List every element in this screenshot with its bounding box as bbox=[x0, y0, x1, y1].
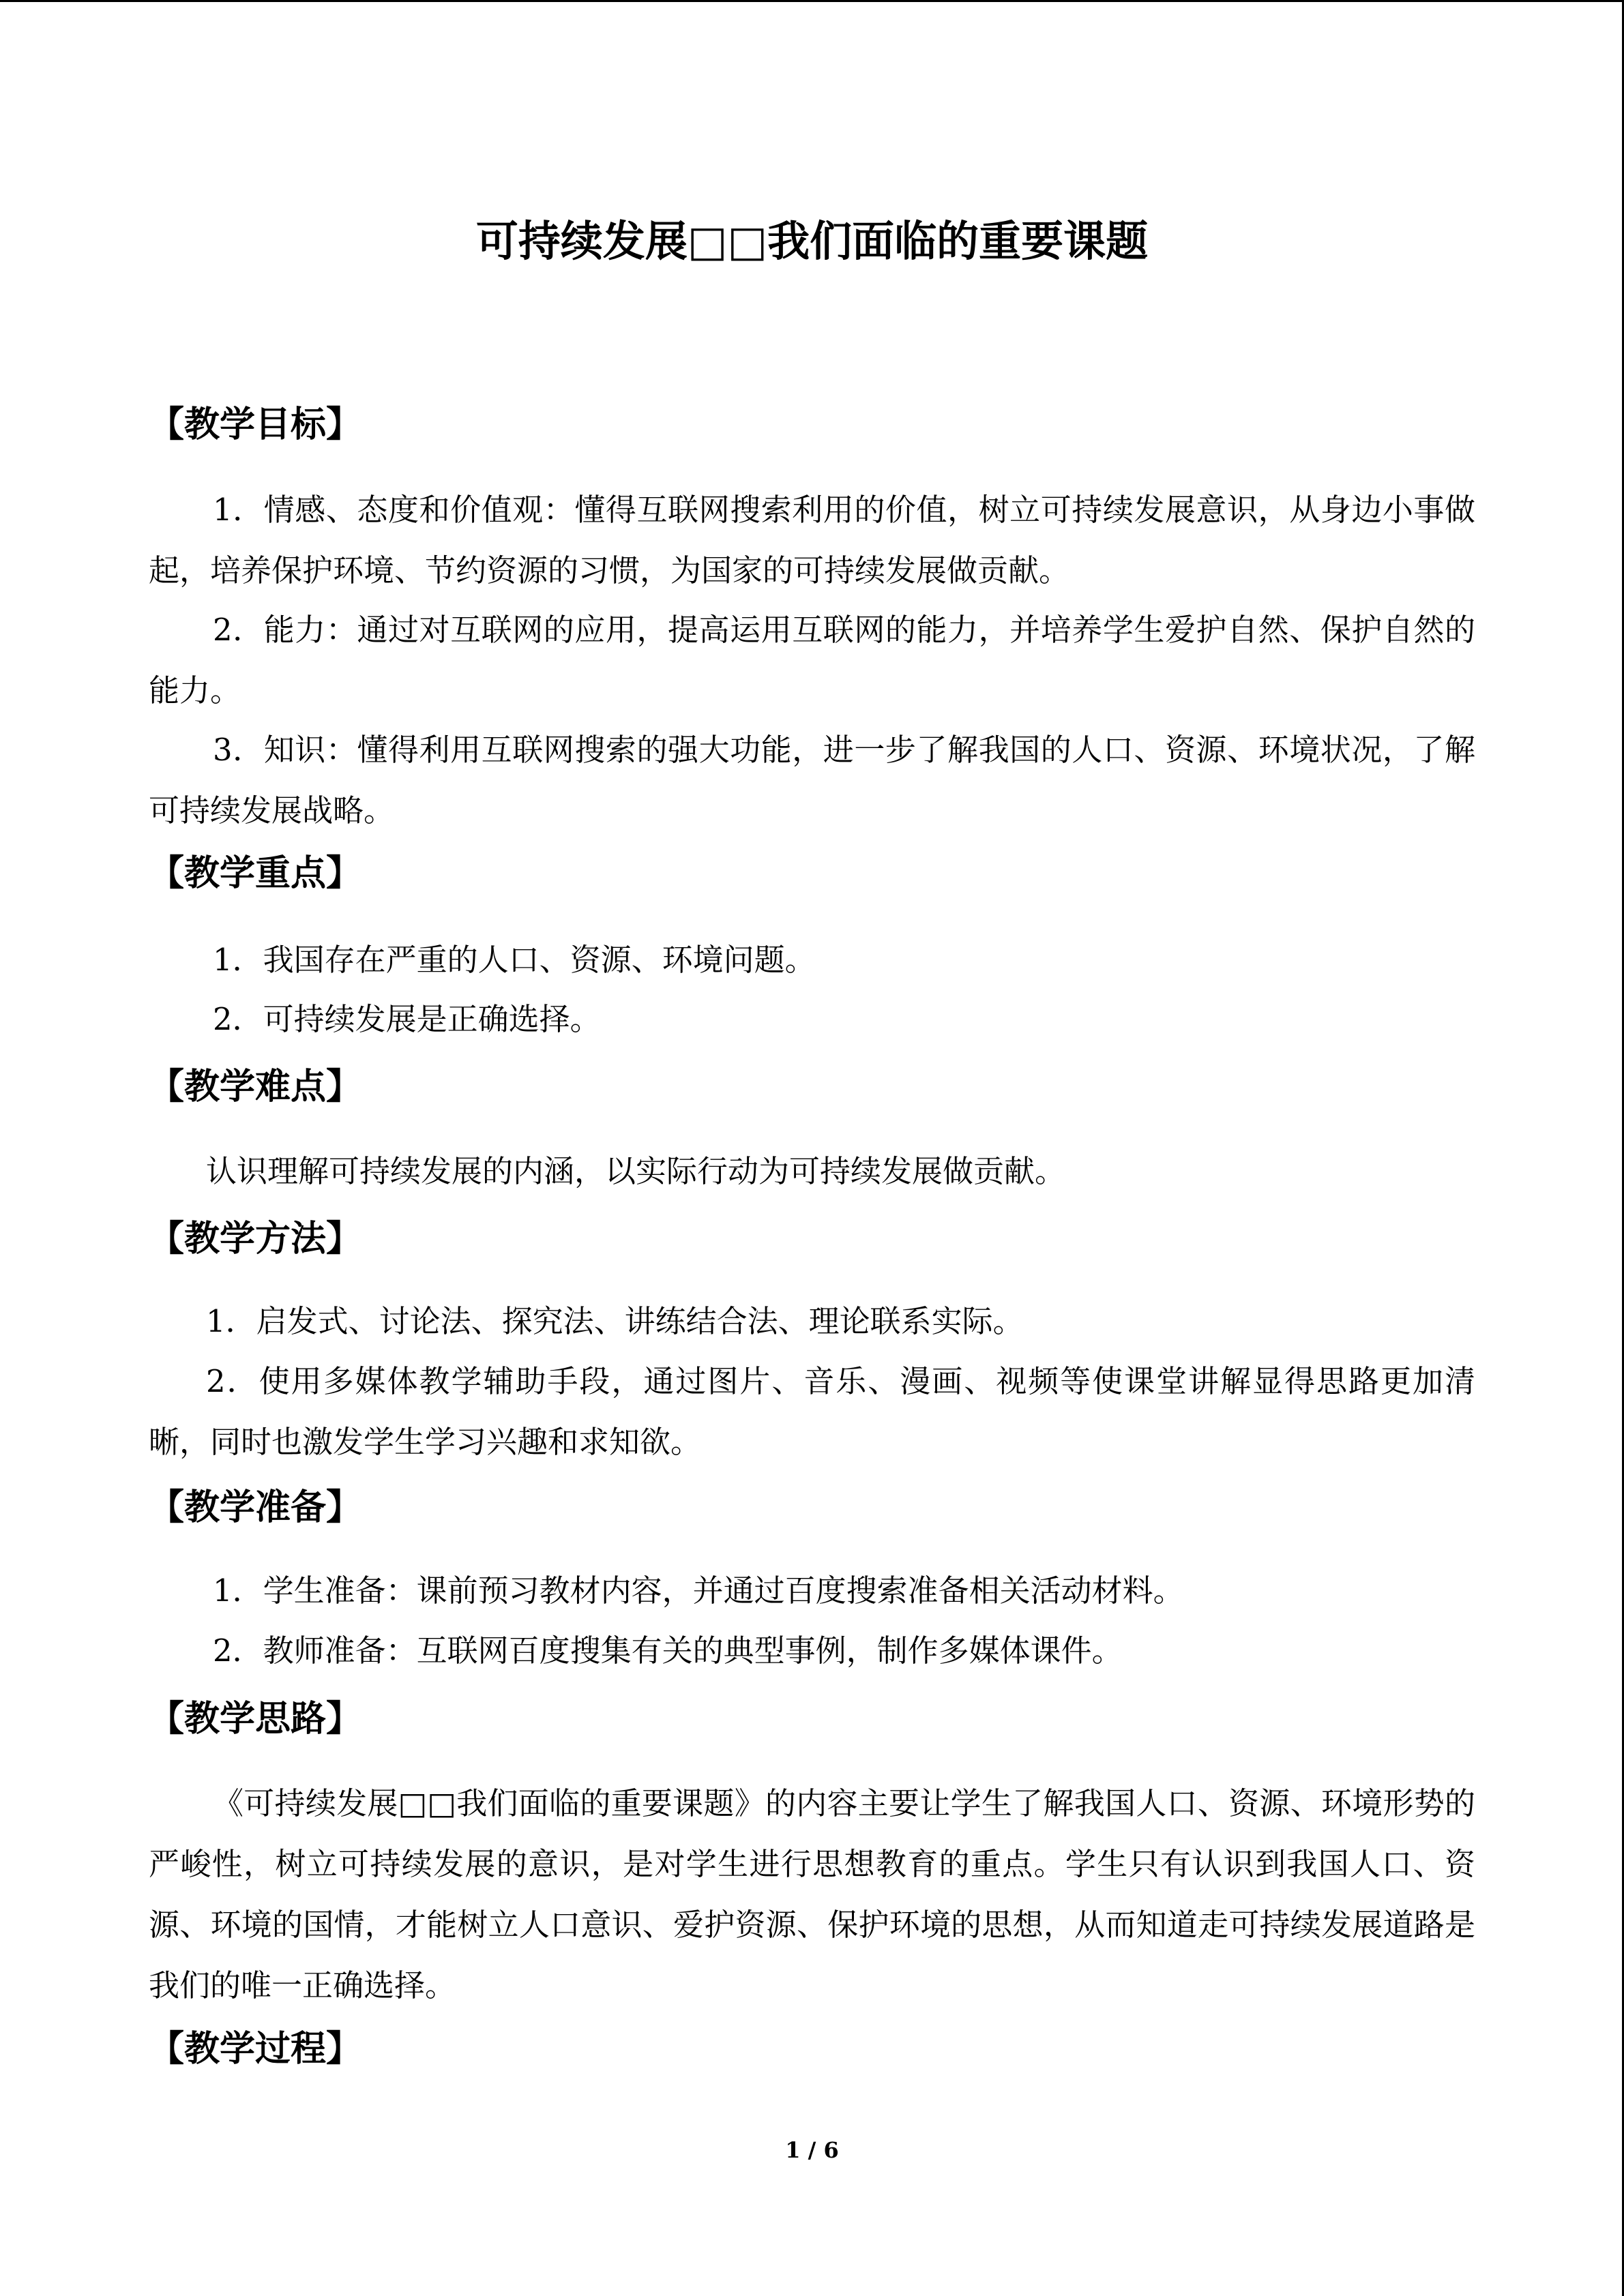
section-heading-process: 【教学过程】 bbox=[149, 2029, 362, 2070]
difficulty-paragraph-1: 认识理解可持续发展的内涵，以实际行动为可持续发展做贡献。 bbox=[206, 1153, 1066, 1189]
preparation-paragraph-1: 1．学生准备：课前预习教材内容，并通过百度搜索准备相关活动材料。 bbox=[213, 1572, 1184, 1609]
preparation-paragraph-2: 2．教师准备：互联网百度搜集有关的典型事例，制作多媒体课件。 bbox=[213, 1632, 1123, 1669]
section-heading-teaching-objectives: 【教学目标】 bbox=[149, 404, 362, 445]
method-paragraph-2: 2．使用多媒体教学辅助手段，通过图片、音乐、漫画、视频等使课堂讲解显得思路更加清晰，同时也激发学生学习兴趣和求知欲。 bbox=[149, 1363, 1475, 1460]
section-heading-approach: 【教学思路】 bbox=[149, 1699, 362, 1740]
page-number: 1 / 6 bbox=[785, 2137, 839, 2163]
section-heading-preparation: 【教学准备】 bbox=[149, 1487, 362, 1528]
approach-paragraph-1: 《可持续发展□□我们面临的重要课题》的内容主要让学生了解我国人口、资源、环境形势的严峻性，树立可持续发展的意识，是对学生进行思想教育的重点。学生只有认识到我国人口、资源、环境的国情，才能树立人口意识、爱护资源、保护环境的思想，从而知道走可持续发展道路是我们的唯一正确选择。 bbox=[149, 1785, 1475, 2003]
section-heading-methods: 【教学方法】 bbox=[149, 1219, 362, 1259]
method-paragraph-1: 1．启发式、讨论法、探究法、讲练结合法、理论联系实际。 bbox=[206, 1303, 1024, 1339]
section-heading-difficulties: 【教学难点】 bbox=[149, 1067, 362, 1107]
key-point-paragraph-2: 2．可持续发展是正确选择。 bbox=[213, 1001, 601, 1037]
section-heading-key-points: 【教学重点】 bbox=[149, 853, 362, 894]
objective-paragraph-3: 3．知识：懂得利用互联网搜索的强大功能，进一步了解我国的人口、资源、环境状况，了解可持续发展战略。 bbox=[149, 732, 1475, 829]
key-point-paragraph-1: 1．我国存在严重的人口、资源、环境问题。 bbox=[213, 942, 816, 978]
objective-paragraph-1: 1．情感、态度和价值观：懂得互联网搜索利用的价值，树立可持续发展意识，从身边小事做起，培养保护环境、节约资源的习惯，为国家的可持续发展做贡献。 bbox=[149, 492, 1475, 588]
document-title: 可持续发展□□我们面临的重要课题 bbox=[475, 216, 1149, 266]
objective-paragraph-2: 2．能力：通过对互联网的应用，提高运用互联网的能力，并培养学生爱护自然、保护自然的能力。 bbox=[149, 612, 1475, 709]
